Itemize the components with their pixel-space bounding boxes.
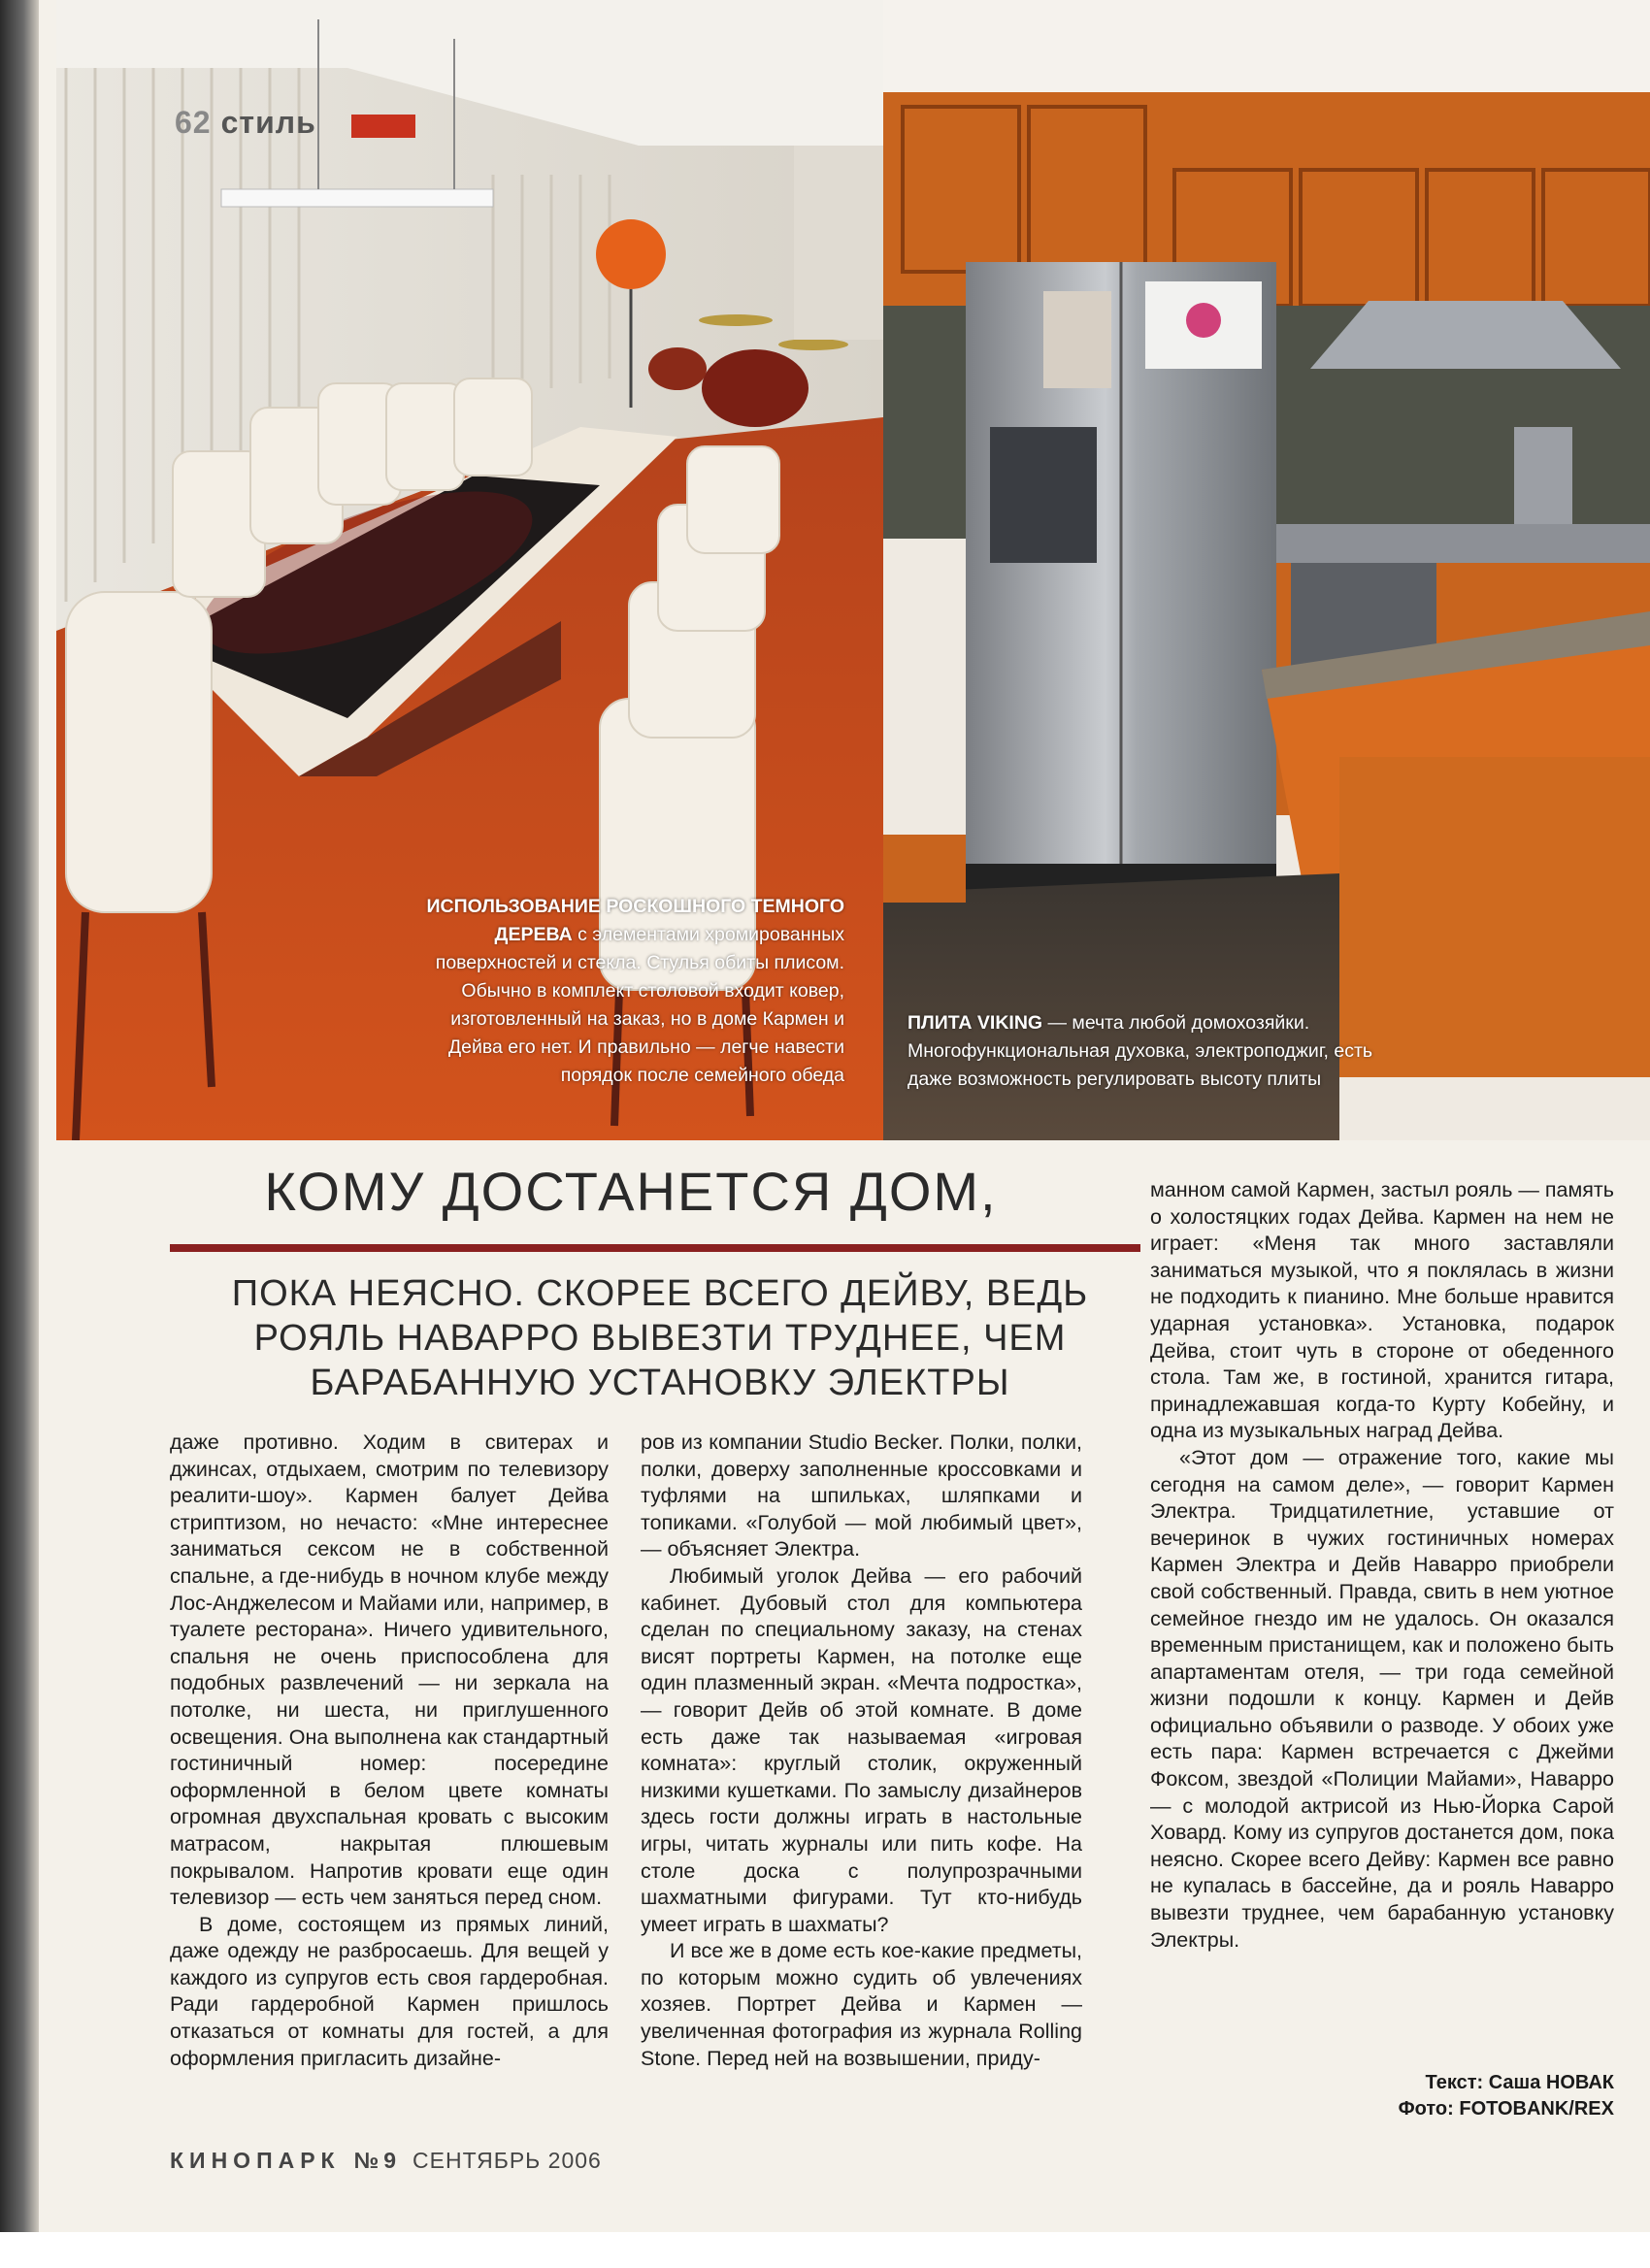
paragraph: ров из компании Studio Becker. Полки, полки, полки, доверху заполненные кроссовками и туфлями на шпильках, шляпками и топиками. «Голубой — мой любимый цвет», — объясняет Электра. bbox=[641, 1430, 1082, 1561]
kitchen-photo bbox=[883, 0, 1650, 1140]
caption-lead: ПЛИТА VIKING bbox=[908, 1012, 1043, 1034]
article-subhead: ПОКА НЕЯСНО. СКОРЕЕ ВСЕГО ДЕЙВУ, ВЕДЬ РОЯЛЬ НАВАРРО ВЫВЕЗТИ ТРУДНЕЕ, ЧЕМ БАРАБАННУЮ УСТАНОВКУ ЭЛЕКТРЫ bbox=[231, 1273, 1089, 1403]
issue-date: СЕНТЯБРЬ 2006 bbox=[412, 2148, 602, 2173]
text-column-2 bbox=[641, 1430, 1082, 2072]
paragraph: манном самой Кармен, застыл рояль — память о холостяцких годах Дейва. Кармен на нем не играет: «Меня так много заставляли заниматься музыкой, что я поклялась в жизни не подходить к пианино. Мне больше нравится ударная установка». Установка, подарок Дейва, стоит чуть в стороне от обеденного стола. Там же, в гостиной, хранится гитара, принадлежавшая когда-то Курту Кобейну, и одна из музыкальных наград Дейва. bbox=[1150, 1178, 1614, 1443]
paragraph: В доме, состоящем из прямых линий, даже одежду не разбросаешь. Для вещей у каждого из супругов есть своя гардеробная. Ради гардеробной Кармен пришлось отказаться от комнаты для гостей, а для оформления пригласить дизайне- bbox=[170, 1912, 609, 2070]
article-headline: КОМУ ДОСТАНЕТСЯ ДОМ, bbox=[264, 1161, 998, 1222]
text-column-3 bbox=[1150, 1177, 1614, 1954]
paragraph: И все же в доме есть кое-какие предметы, по которым можно судить об увлечениях хозяев. Портрет Дейва и Кармен — увеличенная фотография из журнала Rolling Stone. Перед ней на возвышении, приду- bbox=[641, 1939, 1082, 2070]
section-accent-bar bbox=[351, 115, 415, 138]
section-name: стиль bbox=[220, 105, 316, 140]
credit-photo: Фото: FOTOBANK/REX bbox=[1398, 2098, 1614, 2120]
caption-text: — мечта любой домохозяйки. Многофункциональная духовка, электроподжиг, есть даже возможность регулировать высоту плиты bbox=[908, 1012, 1373, 1090]
paragraph: Любимый уголок Дейва — его рабочий кабинет. Дубовый стол для компьютера сделан по специальному заказу, на стенах висят портреты Кармен, на потолке еще один плазменный экран. «Мечта подростка», — говорит Дейв об этой комнате. В доме есть даже так называемая «игровая комната»: круглый столик, окруженный низкими кушетками. По замыслу дизайнеров здесь гости должны играть в настольные игры, читать журналы или пить кофе. На столе доска с полупрозрачными шахматными фигурами. Тут кто-нибудь умеет играть в шахматы? bbox=[641, 1563, 1082, 1936]
credit-text: Текст: Саша НОВАК bbox=[1425, 2072, 1614, 2093]
issue-number: №9 bbox=[353, 2148, 402, 2173]
paragraph: «Этот дом — отражение того, какие мы сегодня на самом деле», — говорит Кармен Электра. Тридцатилетние, уставшие от вечеринок в чужих гостиничных номерах Кармен Электра и Дейв Наварро приобрели свой собственный. Правда, свить в нем уютное семейное гнездо им не удалось. Он оказался временным пристанищем, как и положено быть апартаментам отеля, — три года семейной жизни подошли к концу. Кармен и Дейв официально объявили о разводе. У обоих уже есть пара: Кармен встречается с Джейми Фоксом, звездой «Полиции Майами», Наварро — с молодой актрисой из Нью-Йорка Сарой Ховард. Кому из супругов достанется дом, пока неясно. Скорее всего Дейву: Кармен все равно не купалась в бассейне, да и рояль Наварро вывезти труднее, чем барабанную установку Электры. bbox=[1150, 1445, 1614, 1952]
scan-margin bbox=[0, 2232, 1650, 2268]
kitchen-caption bbox=[908, 1009, 1373, 1094]
headline-rule bbox=[170, 1244, 1140, 1252]
dining-room-caption bbox=[417, 893, 844, 1090]
magazine-name: КИНОПАРК bbox=[170, 2148, 341, 2173]
credits bbox=[1150, 2070, 1614, 2122]
caption-text: с элементами хромированных поверхностей и стекла. Стулья обиты плисом. Обычно в комплект столовой входит ковер, изготовленный на заказ, но в доме Кармен и Дейва его нет. И правильно — легче навести порядок после семейного обеда bbox=[435, 924, 844, 1086]
page-gutter bbox=[0, 0, 39, 2268]
page-footer bbox=[170, 2148, 602, 2174]
text-column-1 bbox=[170, 1430, 609, 2072]
paragraph: даже противно. Ходим в свитерах и джинсах, отдыхаем, смотрим по телевизору реалити-шоу». Кармен балует Дейва стриптизом, но нечасто: «Мне интереснее заниматься сексом не в собственной спальне, а где-нибудь в ночном клубе между Лос-Анджелесом и Майами или, например, в туалете ресторана». Ничего удивительного, спальня не очень приспособлена для подобных развлечений — ни зеркала на потолке, ни шеста, ни приглушенного освещения. Она выполнена как стандартный гостиничный номер: посередине оформленной в белом цвете комнаты огромная двухспальная кровать с высоким матрасом, накрытая плюшевым покрывалом. Напротив кровати еще один телевизор — есть чем заняться перед сном. bbox=[170, 1430, 610, 1910]
page-header bbox=[175, 105, 316, 141]
page-number: 62 bbox=[175, 105, 212, 140]
caption-lead: ИСПОЛЬЗОВАНИЕ РОСКОШНОГО ТЕМНОГО ДЕРЕВА bbox=[426, 896, 844, 945]
